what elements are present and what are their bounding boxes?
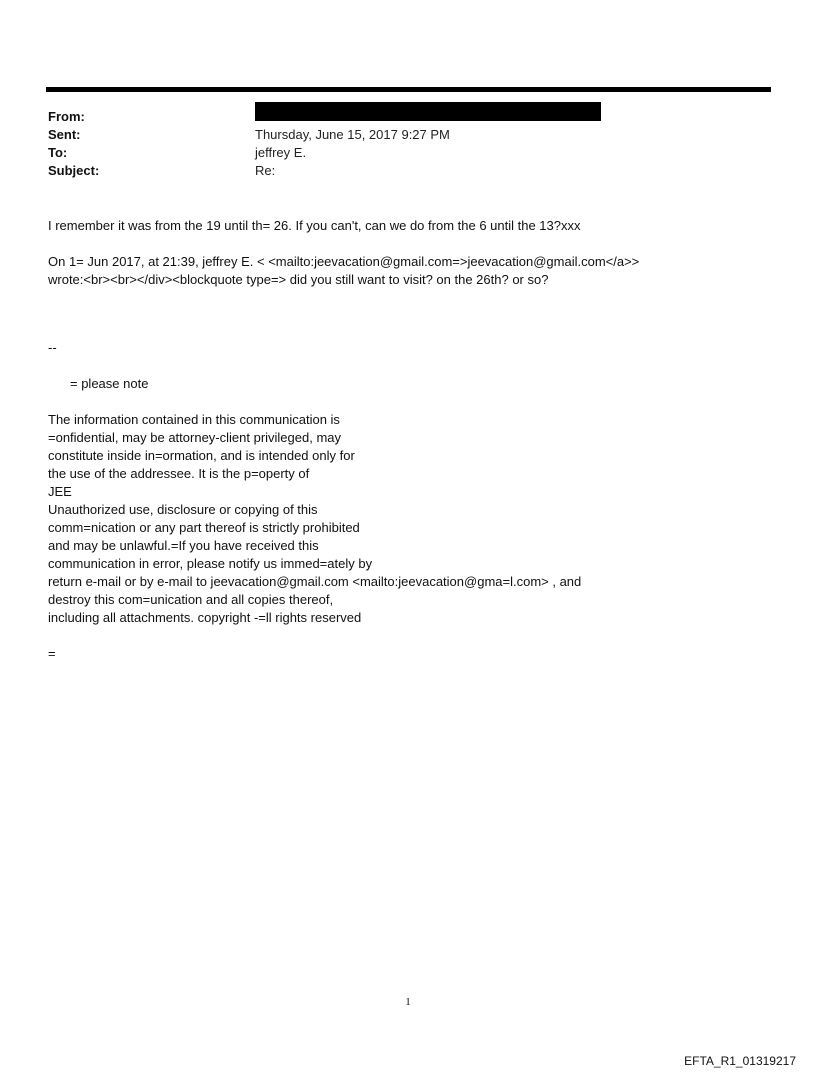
disclaimer-line: and may be unlawful.=If you have received this	[48, 538, 319, 553]
disclaimer-line: The information contained in this communication is	[48, 412, 340, 427]
message-line: I remember it was from the 19 until th= 26. If you can't, can we do from the 6 until the 13?xxx	[48, 218, 581, 233]
trailer-line: =	[48, 646, 56, 661]
document-id: EFTA_R1_01319217	[684, 1054, 796, 1068]
disclaimer-line: Unauthorized use, disclosure or copying of this	[48, 502, 318, 517]
from-row	[48, 108, 601, 126]
sent-label: Sent:	[48, 127, 81, 142]
subject-label: Subject:	[48, 163, 100, 178]
quote-line: On 1= Jun 2017, at 21:39, jeffrey E. < <mailto:jeevacation@gmail.com=>jeevacation@gmail.com</a>>	[48, 254, 640, 269]
from-label: From:	[48, 109, 85, 124]
disclaimer-line: constitute inside in=ormation, and is intended only for	[48, 448, 355, 463]
disclaimer-line: destroy this com=unication and all copies thereof,	[48, 592, 334, 607]
disclaimer-line: the use of the addressee. It is the p=operty of	[48, 466, 310, 481]
to-value: jeffrey E.	[255, 145, 307, 160]
disclaimer-line: communication in error, please notify us immed=ately by	[48, 556, 373, 571]
note-line: = please note	[70, 376, 149, 391]
sent-value: Thursday, June 15, 2017 9:27 PM	[255, 127, 450, 142]
disclaimer-line: comm=nication or any part thereof is strictly prohibited	[48, 520, 360, 535]
signature-separator: --	[48, 340, 57, 355]
from-value	[255, 108, 601, 126]
subject-row	[48, 162, 601, 180]
quote-line: wrote:<br><br></div><blockquote type=> did you still want to visit? on the 26th? or so?	[48, 272, 549, 287]
to-row	[48, 144, 601, 162]
page-number: 1	[405, 996, 411, 1008]
disclaimer-line: including all attachments. copyright -=ll rights reserved	[48, 610, 362, 625]
disclaimer-line: JEE	[48, 484, 72, 499]
sent-row	[48, 126, 601, 144]
email-header	[48, 108, 601, 180]
subject-value: Re:	[255, 163, 276, 178]
disclaimer	[48, 411, 748, 627]
header-rule	[46, 87, 771, 92]
disclaimer-line: =onfidential, may be attorney-client privileged, may	[48, 430, 342, 445]
redaction-block	[255, 102, 601, 121]
email-body	[48, 217, 748, 663]
disclaimer-line: return e-mail or by e-mail to jeevacation@gmail.com <mailto:jeevacation@gma=l.com> , and	[48, 574, 582, 589]
to-label: To:	[48, 145, 68, 160]
